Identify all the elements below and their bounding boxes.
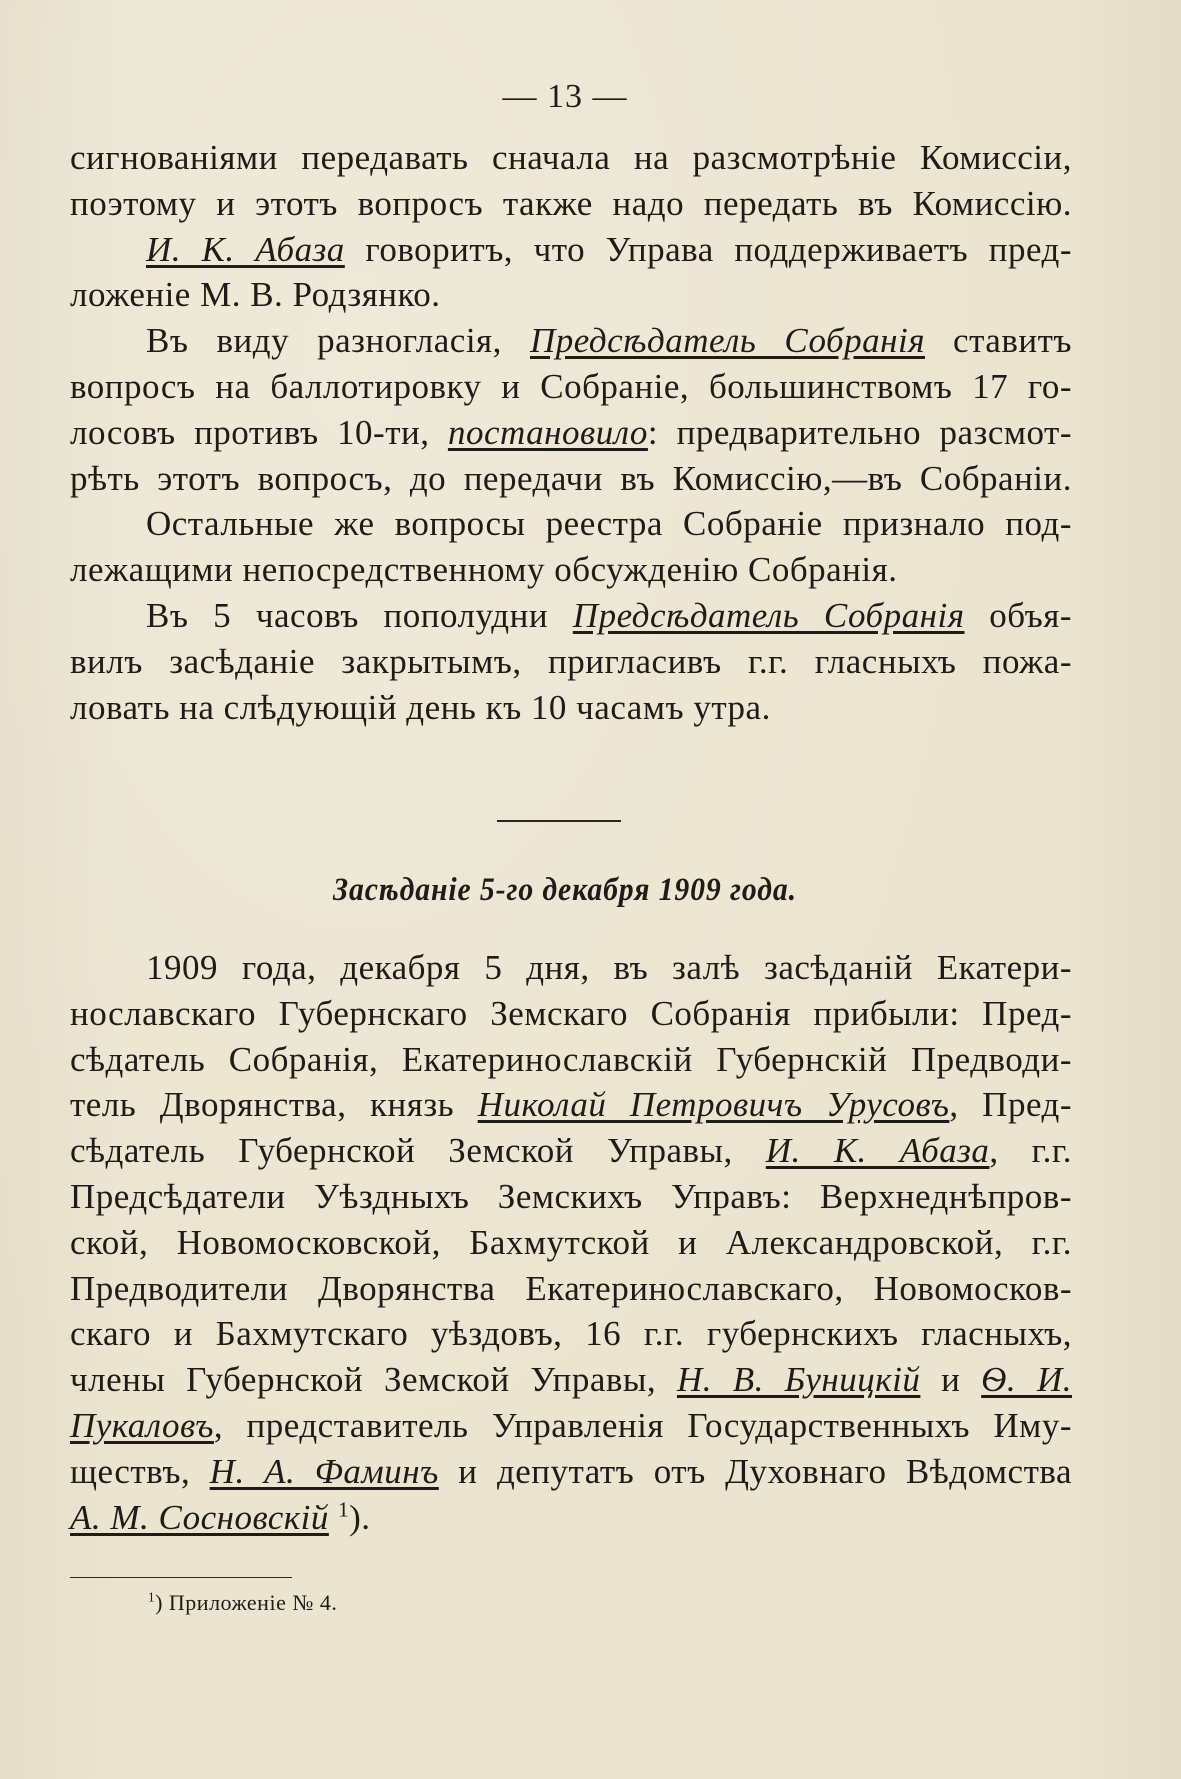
text-run: скаго и Бахмутскаго уѣздовъ, 16 г.г. губернскихъ гласныхъ, bbox=[70, 1314, 1072, 1354]
text-run: нославскаго Губернскаго Земскаго Собранія прибыли: Пред- bbox=[70, 993, 1072, 1033]
text-run: вопросъ на баллотировку и Собраніе, большинствомъ 17 го- bbox=[70, 366, 1072, 406]
emphasized-name: А. М. Сосновскій bbox=[70, 1497, 329, 1537]
body-text-bottom bbox=[70, 945, 1072, 1540]
text-run bbox=[329, 1498, 338, 1537]
text-run: вилъ засѣданіе закрытымъ, пригласивъ г.г. гласныхъ пожа- bbox=[70, 641, 1072, 681]
text-line bbox=[70, 1449, 1072, 1495]
emphasized-name: Предсѣдатель Собранія bbox=[572, 595, 965, 635]
emphasized-name: Предсѣдатель Собранія bbox=[529, 321, 925, 361]
text-run: лосовъ противъ 10-ти, bbox=[70, 412, 448, 452]
text-run: лежащими непосредственному обсужденію Собранія. bbox=[70, 550, 898, 590]
text-run: говоритъ, что Управа поддерживаетъ пред- bbox=[344, 229, 1072, 269]
emphasized-name: И. К. Абаза bbox=[146, 229, 345, 269]
section-divider bbox=[497, 820, 621, 822]
text-line bbox=[70, 364, 1072, 410]
text-line bbox=[70, 410, 1072, 456]
text-run: сѣдатель Губернской Земской Управы, bbox=[70, 1131, 766, 1171]
footnote bbox=[148, 1590, 337, 1616]
emphasized-name: И. К. Абаза bbox=[765, 1131, 990, 1171]
text-run: сѣдатель Собранія, Екатеринославскій Губернскій Предводи- bbox=[70, 1039, 1072, 1079]
text-run: сигнованіями передавать сначала на разсмотрѣніе Комиссіи, bbox=[70, 138, 1072, 177]
text-line bbox=[70, 1037, 1072, 1083]
text-run: 1909 года, декабря 5 дня, въ залѣ засѣданій Екатери- bbox=[146, 948, 1072, 987]
page-number: — 13 — bbox=[502, 78, 628, 115]
emphasized-name: Ѳ. И. bbox=[981, 1360, 1072, 1400]
text-run: Предводители Дворянства Екатеринославскаго, Новомосков- bbox=[70, 1268, 1072, 1308]
text-line bbox=[70, 227, 1072, 273]
text-run: ложеніе М. В. Родзянко. bbox=[70, 275, 441, 315]
text-run: , Пред- bbox=[949, 1085, 1072, 1125]
text-line bbox=[70, 318, 1072, 364]
text-run: ). bbox=[349, 1497, 371, 1537]
text-run: тель Дворянства, князь bbox=[70, 1085, 478, 1125]
text-line bbox=[70, 685, 1072, 731]
text-run: Предсѣдатели Уѣздныхъ Земскихъ Управъ: Верхнеднѣпров- bbox=[70, 1176, 1072, 1216]
text-run: ществъ, bbox=[70, 1451, 210, 1491]
footnote-ref: 1 bbox=[338, 1496, 350, 1521]
text-line bbox=[70, 945, 1072, 991]
text-run: Въ виду разногласія, bbox=[146, 321, 530, 361]
text-run: ловать на слѣдующій день къ 10 часамъ утра. bbox=[70, 687, 771, 727]
body-text-top bbox=[70, 135, 1072, 730]
text-run: , представитель Управленія Государственныхъ Иму- bbox=[213, 1405, 1072, 1445]
text-line bbox=[70, 1174, 1072, 1220]
text-run: ской, Новомосковской, Бахмутской и Александровской, г.г. bbox=[70, 1222, 1072, 1262]
text-line bbox=[70, 1128, 1072, 1174]
emphasized-name: Николай Петровичъ Урусовъ bbox=[477, 1085, 950, 1125]
text-run: , г.г. bbox=[989, 1131, 1072, 1171]
text-line bbox=[70, 547, 1072, 593]
text-line bbox=[70, 1495, 1072, 1541]
text-run: члены Губернской Земской Управы, bbox=[70, 1360, 677, 1400]
text-run: Остальные же вопросы реестра Собраніе признало под- bbox=[146, 504, 1072, 544]
text-line bbox=[70, 135, 1072, 181]
text-run: : предварительно разсмот- bbox=[647, 412, 1072, 452]
emphasized-name: Н. В. Буницкій bbox=[676, 1360, 921, 1400]
footnote-text: ) Приложеніе № 4. bbox=[155, 1590, 338, 1615]
footnote-divider bbox=[70, 1577, 292, 1578]
text-run: и bbox=[920, 1360, 982, 1400]
footnote-marker: 1 bbox=[148, 1589, 156, 1605]
text-line bbox=[70, 1403, 1072, 1449]
text-line bbox=[70, 593, 1072, 639]
text-line bbox=[70, 1082, 1072, 1128]
text-run: ставитъ bbox=[924, 321, 1072, 361]
text-line bbox=[70, 1357, 1072, 1403]
text-run: и депутатъ отъ Духовнаго Вѣдомства bbox=[438, 1451, 1072, 1491]
text-line bbox=[70, 272, 1072, 318]
text-line bbox=[70, 181, 1072, 227]
text-line bbox=[70, 501, 1072, 547]
text-run: поэтому и этотъ вопросъ также надо передать въ Комиссію. bbox=[70, 183, 1072, 223]
text-run: объя- bbox=[964, 595, 1072, 635]
text-line bbox=[70, 639, 1072, 685]
text-run: Въ 5 часовъ пополудни bbox=[146, 595, 573, 635]
section-heading: Засѣданіе 5-го декабря 1909 года. bbox=[333, 872, 797, 908]
emphasized-name: Пукаловъ bbox=[70, 1405, 214, 1445]
text-line bbox=[70, 456, 1072, 502]
text-line bbox=[70, 1266, 1072, 1312]
text-line bbox=[70, 1220, 1072, 1266]
emphasized-name: Н. А. Фаминъ bbox=[209, 1451, 439, 1491]
emphasized-name: постановило bbox=[447, 412, 648, 452]
text-line bbox=[70, 1311, 1072, 1357]
text-line bbox=[70, 991, 1072, 1037]
text-run: рѣть этотъ вопросъ, до передачи въ Комиссію,—въ Собраніи. bbox=[70, 458, 1072, 498]
